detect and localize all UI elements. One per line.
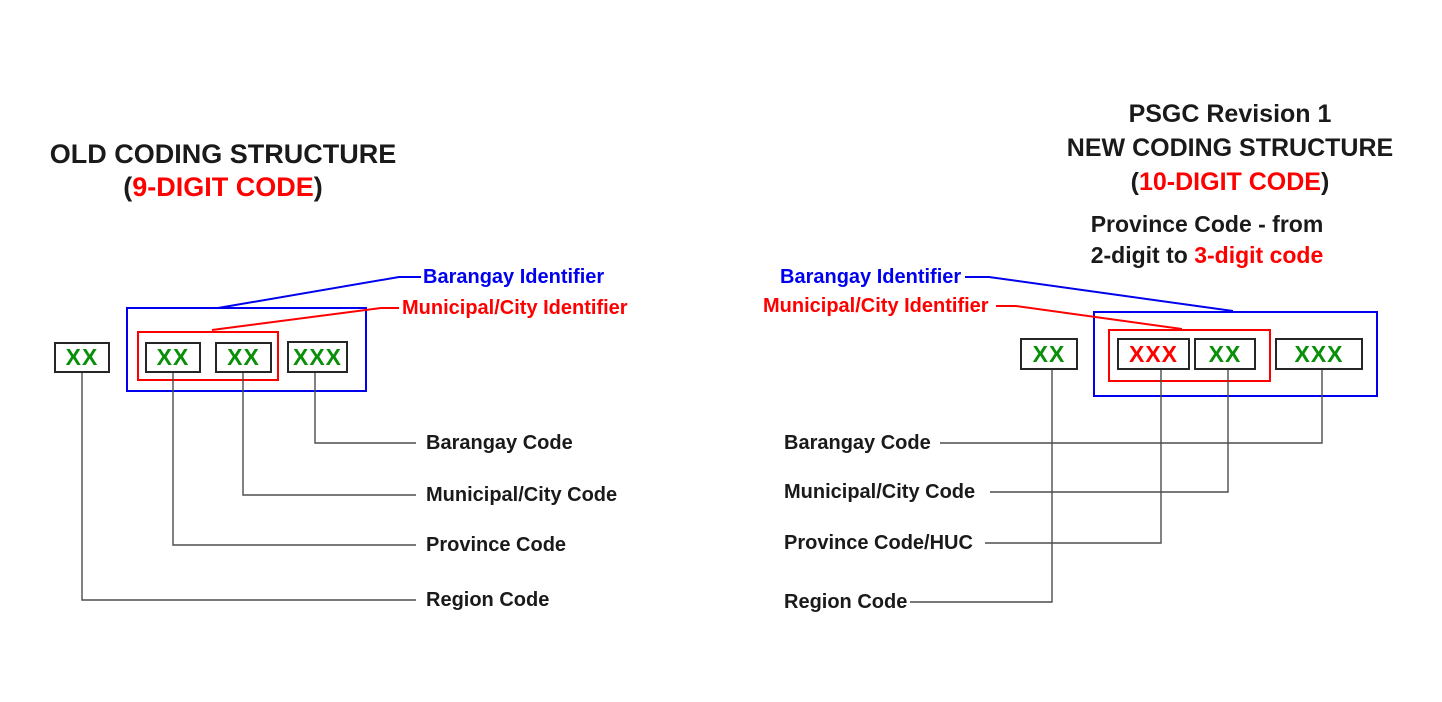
old-province-code-box: XX [145, 342, 201, 373]
old-municipal-identifier-label: Municipal/City Identifier [402, 297, 628, 319]
old-barangay-code-line [315, 373, 416, 443]
new-title-line2: NEW CODING STRUCTURE [1066, 134, 1394, 162]
new-municipal-code-label: Municipal/City Code [784, 481, 976, 503]
new-subtitle-line1: Province Code - from [1090, 211, 1324, 237]
new-title-line1: PSGC Revision 1 [1128, 100, 1332, 128]
old-municipal-code-label: Municipal/City Code [426, 484, 618, 506]
new-barangay-code-label: Barangay Code [784, 432, 931, 454]
old-barangay-code-box: XXX [287, 341, 348, 373]
old-barangay-code-label: Barangay Code [426, 432, 573, 454]
new-barangay-code-line [940, 370, 1322, 443]
old-municipal-code-box: XX [215, 342, 272, 373]
old-province-code-label: Province Code [426, 534, 567, 556]
new-barangay-code-box: XXX [1275, 338, 1363, 370]
old-region-code-line [82, 373, 416, 600]
new-municipal-code-line [990, 370, 1228, 492]
old-barangay-identifier-leader [218, 277, 421, 308]
old-region-code-label: Region Code [426, 589, 550, 611]
old-title-open-paren: ( [123, 172, 133, 202]
old-province-code-line [173, 373, 416, 545]
new-municipal-identifier-label: Municipal/City Identifier [763, 295, 989, 317]
new-region-code-label: Region Code [784, 591, 908, 613]
new-structure-subtitle [1032, 209, 1382, 271]
new-title-line3 [1030, 165, 1430, 199]
old-barangay-identifier-label: Barangay Identifier [423, 266, 605, 288]
old-structure-title [23, 138, 423, 204]
old-title-line1: OLD CODING STRUCTURE [49, 139, 397, 169]
new-title-close-paren: ) [1320, 168, 1330, 196]
new-subtitle-prefix: 2-digit to [1090, 242, 1195, 268]
new-province-code-box: XXX [1117, 338, 1190, 370]
old-region-code-box: XX [54, 342, 110, 373]
old-municipal-code-line [243, 373, 416, 495]
old-municipal-identifier-leader [212, 308, 399, 330]
new-subtitle-highlight: 3-digit code [1194, 242, 1324, 268]
new-title-digit-code: 10-DIGIT CODE [1139, 168, 1321, 196]
old-title-digit-code: 9-DIGIT CODE [132, 172, 314, 202]
new-municipal-identifier-leader [996, 306, 1182, 329]
new-subtitle-line2 [1032, 240, 1382, 271]
old-title-line2 [23, 171, 423, 204]
new-province-code-line [985, 370, 1161, 543]
new-municipal-code-box: XX [1194, 338, 1256, 370]
new-structure-title [1030, 97, 1430, 199]
new-barangay-identifier-label: Barangay Identifier [780, 266, 962, 288]
new-province-code-label: Province Code/HUC [784, 532, 973, 554]
old-title-close-paren: ) [313, 172, 323, 202]
new-title-open-paren: ( [1130, 168, 1139, 196]
new-region-code-box: XX [1020, 338, 1078, 370]
